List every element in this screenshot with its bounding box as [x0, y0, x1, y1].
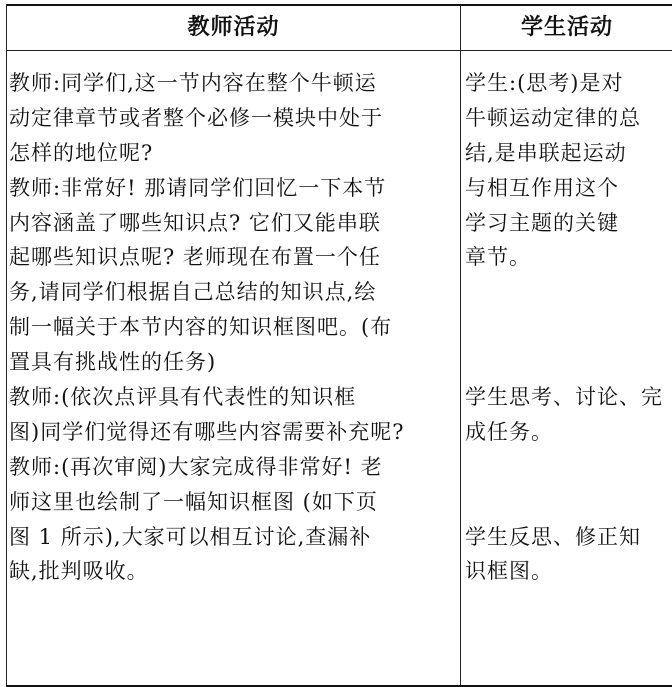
- teacher-text-line: 制一幅关于本节内容的知识框图吧。(布: [9, 315, 393, 340]
- student-text-line: [465, 275, 671, 310]
- student-text-line: 学习主题的关键: [465, 210, 619, 235]
- student-text-line: [465, 310, 671, 345]
- teacher-text-line: 置具有挑战性的任务): [9, 350, 217, 375]
- header-teacher-activity: 教师活动: [187, 15, 280, 40]
- teacher-text-line: 起哪些知识点呢? 老师现在布置一个任: [9, 245, 381, 270]
- student-activity-cell: [465, 66, 671, 589]
- student-text-line: 学生:(思考)是对: [465, 71, 624, 95]
- student-text-line: 牛顿运动定律的总: [465, 105, 641, 130]
- teacher-text-line: 怎样的地位呢?: [9, 140, 154, 165]
- teacher-text-line: 教师:(依次点评具有代表性的知识框: [9, 385, 357, 410]
- teacher-text-line: 图)同学们觉得还有哪些内容需要补充呢?: [9, 419, 405, 444]
- teacher-text-line: 教师:同学们,这一节内容在整个牛顿运: [9, 71, 377, 95]
- teacher-text-line: 务,请同学们根据自己总结的知识点,绘: [9, 280, 377, 305]
- student-text-line: 成任务。: [465, 419, 553, 444]
- student-text-line: [465, 450, 671, 485]
- teacher-text-line: 内容涵盖了哪些知识点? 它们又能串联: [9, 210, 381, 235]
- header-student-activity: 学生活动: [520, 15, 613, 40]
- teacher-text-line: 教师:(再次审阅)大家完成得非常好! 老: [9, 454, 383, 479]
- teacher-text-line: 教师:非常好! 那请同学们回忆一下本节: [9, 175, 387, 200]
- teacher-activity-cell: [9, 66, 455, 589]
- column-divider: [460, 6, 461, 685]
- student-text-line: [465, 485, 671, 520]
- activity-table: [6, 4, 672, 687]
- student-text-line: 结,是串联起运动: [465, 140, 627, 165]
- student-text-line: 学生思考、讨论、完: [465, 385, 663, 410]
- student-text-line: 章节。: [465, 245, 531, 270]
- student-text-line: [465, 345, 671, 380]
- teacher-text-line: 师这里也绘制了一幅知识框图 (如下页: [9, 489, 378, 514]
- teacher-text-line: 图 1 所示),大家可以相互讨论,查漏补: [9, 524, 372, 549]
- teacher-text-line: 动定律章节或者整个必修一模块中处于: [9, 105, 383, 130]
- student-text-line: 与相互作用这个: [465, 175, 619, 200]
- teacher-text-line: 缺,批判吸收。: [9, 559, 149, 584]
- student-text-line: 识框图。: [465, 559, 553, 584]
- student-text-line: 学生反思、修正知: [465, 524, 641, 549]
- table-header: [7, 6, 672, 51]
